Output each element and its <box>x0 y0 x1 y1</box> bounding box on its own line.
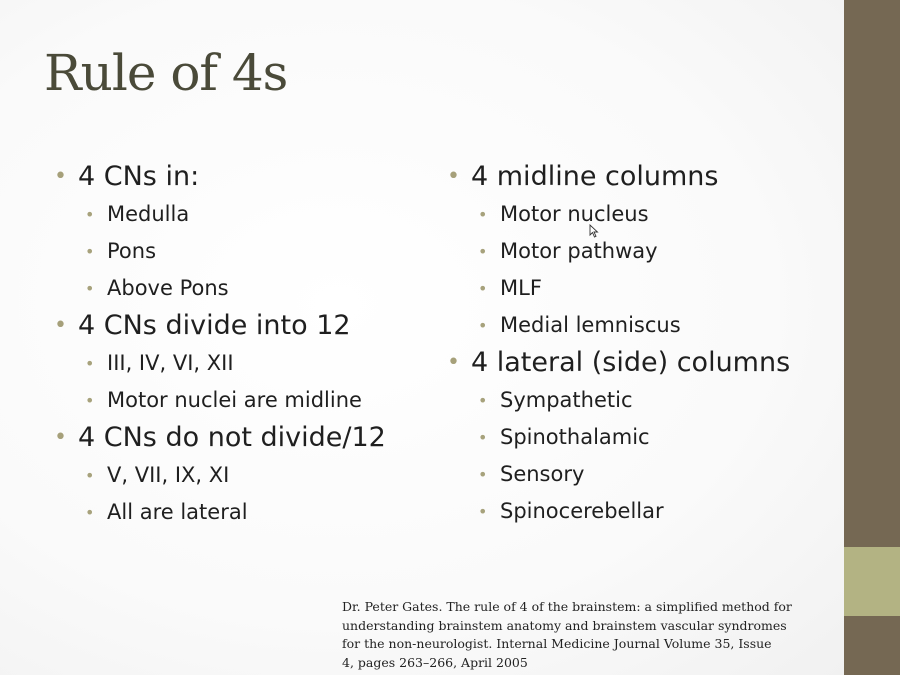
bullet-icon: • <box>478 428 488 447</box>
sub-bullet-item <box>447 419 837 456</box>
bullet-icon: • <box>54 425 67 450</box>
bullet-icon: • <box>85 354 95 373</box>
bullet-icon: • <box>85 242 95 261</box>
bullet-item <box>447 344 837 382</box>
sub-bullet-text: Spinothalamic <box>500 425 650 449</box>
sub-bullet-item <box>447 382 837 419</box>
sub-bullet-item <box>447 270 837 307</box>
sub-bullet-text: Spinocerebellar <box>500 499 664 523</box>
bullet-icon: • <box>85 279 95 298</box>
bullet-icon: • <box>85 205 95 224</box>
bullet-item <box>54 158 434 196</box>
right-bullet-column <box>447 158 837 530</box>
slide-title: Rule of 4s <box>44 44 288 102</box>
sub-bullet-item <box>447 196 837 233</box>
side-band-light <box>844 547 900 616</box>
bullet-icon: • <box>478 279 488 298</box>
sub-bullet-item <box>54 494 434 531</box>
bullet-icon: • <box>478 465 488 484</box>
sub-bullet-item <box>447 233 837 270</box>
left-bullet-column <box>54 158 434 531</box>
bullet-text: 4 CNs divide into 12 <box>78 310 351 341</box>
bullet-text: 4 CNs do not divide/12 <box>78 422 386 453</box>
bullet-icon: • <box>85 466 95 485</box>
sub-bullet-item <box>447 456 837 493</box>
bullet-text: 4 CNs in: <box>78 161 200 192</box>
bullet-icon: • <box>478 242 488 261</box>
bullet-text: 4 lateral (side) columns <box>471 347 791 378</box>
citation-line: understanding brainstem anatomy and brainstem vascular syndromes <box>342 617 787 633</box>
sub-bullet-text: Sensory <box>500 462 585 486</box>
bullet-text: 4 midline columns <box>471 161 719 192</box>
sub-bullet-text: V, VII, IX, XI <box>107 463 230 487</box>
citation-line: 4, pages 263–266, April 2005 <box>342 654 528 670</box>
sub-bullet-text: Medulla <box>107 202 190 226</box>
sub-bullet-text: Pons <box>107 239 157 263</box>
sub-bullet-item <box>54 345 434 382</box>
bullet-icon: • <box>478 391 488 410</box>
sub-bullet-item <box>54 457 434 494</box>
sub-bullet-text: Motor nuclei are midline <box>107 388 362 412</box>
citation-line: Dr. Peter Gates. The rule of 4 of the brainstem: a simplified method for <box>342 599 792 614</box>
sub-bullet-text: MLF <box>500 276 542 300</box>
bullet-icon: • <box>54 313 67 338</box>
sub-bullet-text: Medial lemniscus <box>500 313 681 337</box>
sub-bullet-item <box>447 307 837 344</box>
citation-text <box>342 598 822 672</box>
sub-bullet-text: III, IV, VI, XII <box>107 351 234 375</box>
sub-bullet-item <box>54 382 434 419</box>
bullet-icon: • <box>478 316 488 335</box>
bullet-icon: • <box>54 164 67 189</box>
sub-bullet-text: Motor nucleus <box>500 202 649 226</box>
bullet-icon: • <box>447 350 460 375</box>
bullet-icon: • <box>447 164 460 189</box>
sub-bullet-item <box>54 196 434 233</box>
bullet-icon: • <box>478 502 488 521</box>
sub-bullet-text: Sympathetic <box>500 388 633 412</box>
sub-bullet-item <box>447 493 837 530</box>
citation-line: for the non-neurologist. Internal Medicine Journal Volume 35, Issue <box>342 636 772 651</box>
bullet-icon: • <box>85 503 95 522</box>
sub-bullet-text: Above Pons <box>107 276 229 300</box>
bullet-icon: • <box>478 205 488 224</box>
bullet-item <box>54 419 434 457</box>
sub-bullet-text: All are lateral <box>107 500 248 524</box>
bullet-item <box>447 158 837 196</box>
sub-bullet-text: Motor pathway <box>500 239 658 263</box>
sub-bullet-item <box>54 233 434 270</box>
mouse-pointer-icon <box>589 224 599 238</box>
bullet-item <box>54 307 434 345</box>
sub-bullet-item <box>54 270 434 307</box>
bullet-icon: • <box>85 391 95 410</box>
